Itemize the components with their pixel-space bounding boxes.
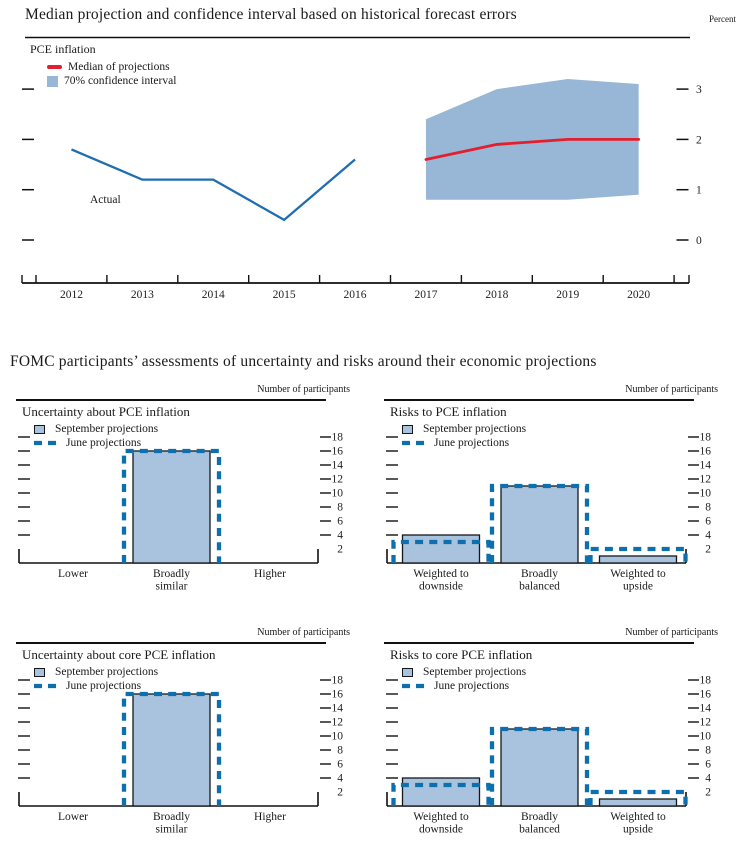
y-tick-label: 4 — [705, 772, 711, 785]
y-tick-label: 10 — [699, 487, 711, 500]
x-tick-label: 2012 — [59, 289, 83, 301]
legend-item-september — [34, 422, 158, 436]
panel-rule — [16, 642, 326, 644]
panel-rule — [384, 642, 694, 644]
participants-axis-label: Number of participants — [625, 384, 718, 395]
y-tick-label: 16 — [331, 688, 343, 701]
category-label: Weighted to upside — [610, 811, 666, 836]
actual-line — [71, 149, 355, 219]
y-tick-label: 8 — [337, 744, 343, 757]
figure-title: Median projection and confidence interval based on historical forecast errors — [25, 6, 517, 23]
y-tick-label: 10 — [699, 730, 711, 743]
legend-item-june — [34, 436, 158, 450]
y-tick-label: 6 — [337, 515, 343, 528]
september-bar — [501, 486, 578, 563]
y-tick-label: 1 — [696, 184, 702, 197]
legend-item-june — [402, 436, 526, 450]
y-tick-label: 2 — [696, 134, 702, 147]
september-bar-swatch — [402, 425, 413, 434]
y-tick-label: 12 — [699, 473, 711, 486]
june-dash-swatch — [34, 440, 56, 446]
x-tick-label: 2016 — [343, 289, 367, 301]
panel-legend — [34, 422, 158, 450]
legend-item-september — [402, 422, 526, 436]
legend-june-label: June projections — [434, 680, 510, 692]
panel-legend — [402, 422, 526, 450]
y-tick-label: 6 — [337, 758, 343, 771]
category-label: Lower — [57, 811, 89, 823]
y-tick-label: 10 — [331, 487, 343, 500]
y-tick-label: 18 — [331, 674, 343, 687]
y-tick-label: 14 — [699, 459, 711, 472]
participants-axis-label: Number of participants — [625, 627, 718, 638]
category-label: Lower — [57, 568, 89, 580]
y-tick-label: 8 — [337, 501, 343, 514]
legend-september-label: September projections — [55, 423, 159, 435]
y-tick-label: 14 — [331, 702, 343, 715]
y-tick-label: 10 — [331, 730, 343, 743]
legend-june-label: June projections — [66, 437, 142, 449]
legend-median-label: Median of projections — [68, 61, 170, 73]
y-tick-label: 16 — [331, 445, 343, 458]
september-bar-swatch — [34, 668, 45, 677]
y-tick-label: 12 — [699, 716, 711, 729]
legend-item-september — [34, 665, 158, 679]
median-line-swatch — [47, 65, 62, 69]
panel-title: Risks to core PCE inflation — [390, 647, 533, 662]
panel-legend — [34, 665, 158, 693]
y-tick-label: 4 — [337, 772, 343, 785]
y-tick-label: 2 — [705, 786, 711, 799]
y-tick-label: 2 — [705, 543, 711, 556]
legend-band-label: 70% confidence interval — [64, 75, 177, 87]
september-bar — [133, 451, 210, 563]
category-label: Higher — [254, 811, 286, 823]
y-axis-unit-label: Percent — [709, 14, 736, 24]
y-tick-label: 4 — [705, 529, 711, 542]
panel-title: Uncertainty about PCE inflation — [22, 404, 190, 419]
september-bar — [600, 556, 677, 563]
panel-rule — [384, 399, 694, 401]
x-tick-label: 2017 — [414, 289, 438, 301]
category-label: Higher — [254, 568, 286, 580]
panel-uncertainty-pce-inflation — [10, 384, 362, 600]
legend-september-label: September projections — [423, 423, 527, 435]
x-tick-label: 2014 — [201, 289, 225, 301]
y-tick-label: 18 — [699, 431, 711, 444]
confidence-band-swatch — [47, 76, 58, 87]
september-bar — [133, 694, 210, 806]
category-label: Broadly similar — [152, 811, 191, 836]
x-tick-label: 2015 — [272, 289, 296, 301]
y-tick-label: 4 — [337, 529, 343, 542]
y-tick-label: 6 — [705, 515, 711, 528]
y-tick-label: 8 — [705, 501, 711, 514]
june-dash-swatch — [402, 440, 424, 446]
y-tick-label: 16 — [699, 688, 711, 701]
x-tick-label: 2013 — [130, 289, 154, 301]
category-label: Weighted to downside — [413, 568, 469, 593]
y-tick-label: 6 — [705, 758, 711, 771]
y-tick-label: 18 — [699, 674, 711, 687]
x-tick-label: 2018 — [485, 289, 509, 301]
y-tick-label: 8 — [705, 744, 711, 757]
y-tick-label: 12 — [331, 473, 343, 486]
category-label: Broadly balanced — [519, 811, 560, 836]
panel-title: Uncertainty about core PCE inflation — [22, 647, 216, 662]
panel-uncertainty-core-pce-inflation — [10, 627, 362, 843]
y-tick-label: 2 — [337, 786, 343, 799]
category-label: Broadly balanced — [519, 568, 560, 593]
y-tick-label: 3 — [696, 84, 702, 97]
panel-rule — [16, 399, 326, 401]
september-bar — [600, 799, 677, 806]
y-tick-label: 18 — [331, 431, 343, 444]
category-label: Weighted to downside — [413, 811, 469, 836]
y-tick-label: 0 — [696, 235, 702, 247]
legend-september-label: September projections — [423, 666, 527, 678]
y-tick-label: 14 — [331, 459, 343, 472]
section-heading: FOMC participants’ assessments of uncertainty and risks around their economic projections — [10, 353, 597, 370]
legend-item-median — [47, 60, 176, 74]
y-tick-label: 2 — [337, 543, 343, 556]
y-tick-label: 12 — [331, 716, 343, 729]
x-tick-label: 2019 — [556, 289, 580, 301]
legend-june-label: June projections — [434, 437, 510, 449]
september-bar — [403, 535, 480, 563]
legend-june-label: June projections — [66, 680, 142, 692]
september-bar-swatch — [34, 425, 45, 434]
panel-legend — [402, 665, 526, 693]
june-dash-swatch — [402, 683, 424, 689]
actual-series-annotation: Actual — [90, 194, 121, 206]
participants-axis-label: Number of participants — [257, 627, 350, 638]
legend-item-september — [402, 665, 526, 679]
june-dash-swatch — [34, 683, 56, 689]
panel-risks-pce-inflation — [378, 384, 730, 600]
x-tick-label: 2020 — [627, 289, 651, 301]
panel-title: Risks to PCE inflation — [390, 404, 507, 419]
participants-axis-label: Number of participants — [257, 384, 350, 395]
legend-item-confidence-band — [47, 74, 176, 88]
category-label: Broadly similar — [152, 568, 191, 593]
panel-risks-core-pce-inflation — [378, 627, 730, 843]
fan-chart-legend — [30, 42, 176, 88]
september-bar — [501, 729, 578, 806]
legend-group-label: PCE inflation — [30, 42, 96, 56]
y-tick-label: 16 — [699, 445, 711, 458]
category-label: Weighted to upside — [610, 568, 666, 593]
legend-item-june — [34, 679, 158, 693]
legend-september-label: September projections — [55, 666, 159, 678]
september-bar — [403, 778, 480, 806]
legend-item-june — [402, 679, 526, 693]
september-bar-swatch — [402, 668, 413, 677]
y-tick-label: 14 — [699, 702, 711, 715]
